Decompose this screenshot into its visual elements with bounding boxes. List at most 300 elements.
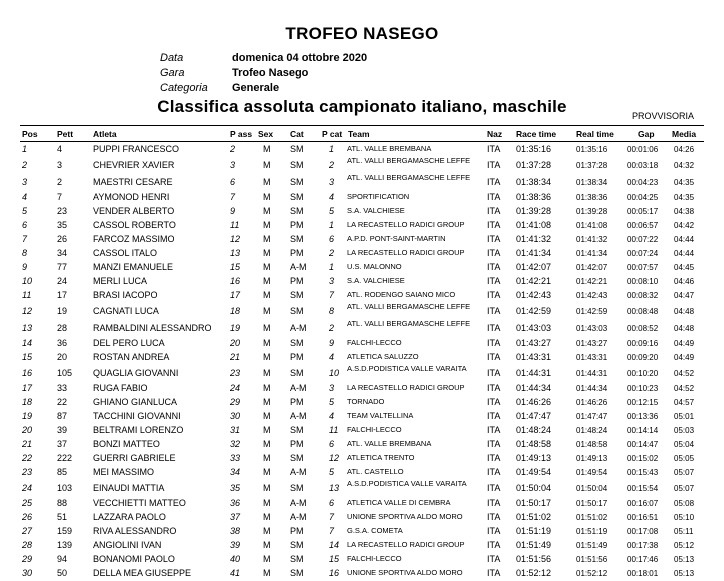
cell-real-time: 01:42:43 [576,291,608,300]
table-row [0,157,724,174]
table-row [0,191,724,205]
cell-athlete: LAZZARA PAOLO [93,512,166,522]
cell-gap: 00:15:43 [627,468,659,477]
cell-sex: M [263,338,271,348]
cell-pett: 39 [57,425,68,435]
cell-pos: 7 [22,234,28,244]
cell-race-time: 01:41:32 [516,234,552,244]
cell-real-time: 01:37:28 [576,161,608,170]
cell-pass: 33 [230,453,241,463]
cell-naz: ITA [487,234,501,244]
cell-cat: SM [290,234,304,244]
cell-race-time: 01:38:36 [516,192,552,202]
cell-pos: 20 [22,425,33,435]
header-team: Team [348,129,370,139]
cell-real-time: 01:48:58 [576,440,608,449]
cell-avg: 05:01 [674,412,695,421]
cell-sex: M [263,206,271,216]
header-avg: Media [672,129,697,139]
cell-sex: M [263,234,271,244]
table-row [0,382,724,396]
cell-cat: A-M [290,498,307,508]
cell-naz: ITA [487,306,501,316]
meta-label: Categoria [160,82,208,94]
cell-pos: 1 [22,144,28,154]
table-row [0,480,724,497]
cell-real-time: 01:39:28 [576,207,608,216]
cell-pcat: 3 [329,177,335,187]
cell-pass: 24 [230,383,241,393]
cell-real-time: 01:50:04 [576,484,608,493]
cell-pos: 17 [22,383,33,393]
cell-real-time: 01:43:03 [576,324,608,333]
cell-cat: A-M [290,262,307,272]
table-row [0,396,724,410]
cell-real-time: 01:44:34 [576,384,608,393]
cell-race-time: 01:47:47 [516,411,552,421]
cell-pos: 30 [22,568,33,578]
cell-pett: 105 [57,368,73,378]
cell-team: FALCHI-LECCO [347,338,402,347]
cell-sex: M [263,498,271,508]
table-row [0,261,724,275]
cell-pos: 6 [22,220,28,230]
cell-pett: 7 [57,192,63,202]
cell-pass: 37 [230,512,241,522]
cell-sex: M [263,144,271,154]
cell-sex: M [263,453,271,463]
cell-athlete: AYMONOD HENRI [93,192,170,202]
cell-naz: ITA [487,526,501,536]
cell-pass: 11 [230,220,240,230]
meta-label: Gara [160,67,185,79]
cell-avg: 04:46 [674,277,695,286]
cell-real-time: 01:49:13 [576,454,608,463]
cell-pass: 39 [230,540,241,550]
cell-avg: 04:52 [674,384,695,393]
cell-pcat: 5 [329,397,335,407]
header-cat: Cat [290,129,304,139]
cell-sex: M [263,248,271,258]
cell-race-time: 01:50:17 [516,498,552,508]
cell-team: SPORTIFICATION [347,192,410,201]
cell-team: ATLETICA VALLE DI CEMBRA [347,498,451,507]
cell-pos: 9 [22,262,28,272]
cell-pos: 11 [22,290,32,300]
cell-gap: 00:05:17 [627,207,659,216]
cell-cat: SM [290,290,304,300]
cell-race-time: 01:48:24 [516,425,552,435]
table-row [0,452,724,466]
cell-avg: 05:05 [674,454,695,463]
cell-team: ATLETICA TRENTO [347,453,415,462]
cell-avg: 04:35 [674,193,695,202]
table-row [0,247,724,261]
cell-sex: M [263,220,271,230]
cell-gap: 00:09:16 [627,339,659,348]
cell-pcat: 5 [329,206,335,216]
cell-gap: 00:01:06 [627,145,659,154]
cell-real-time: 01:47:47 [576,412,608,421]
cell-pass: 23 [230,368,241,378]
cell-pos: 16 [22,368,33,378]
table-row [0,365,724,382]
table-row [0,337,724,351]
cell-athlete: RAMBALDINI ALESSANDRO [93,323,212,333]
cell-pett: 94 [57,554,68,564]
cell-cat: A-M [290,411,307,421]
header-sex: Sex [258,129,274,139]
cell-race-time: 01:51:19 [516,526,552,536]
cell-athlete: BELTRAMI LORENZO [93,425,184,435]
meta-category [160,82,279,94]
cell-pcat: 1 [329,144,335,154]
cell-sex: M [263,290,271,300]
cell-athlete: EINAUDI MATTIA [93,483,165,493]
cell-pos: 3 [22,177,28,187]
cell-real-time: 01:52:12 [576,569,608,578]
cell-sex: M [263,411,271,421]
cell-pett: 26 [57,234,68,244]
cell-pcat: 16 [329,568,340,578]
cell-real-time: 01:51:02 [576,513,608,522]
cell-athlete: GUERRI GABRIELE [93,453,176,463]
cell-gap: 00:16:51 [627,513,659,522]
cell-team: ATL. VALLI BERGAMASCHE LEFFE [347,319,471,328]
cell-pos: 8 [22,248,28,258]
cell-pett: 103 [57,483,73,493]
table-header [0,129,724,141]
cell-avg: 04:32 [674,161,695,170]
cell-race-time: 01:43:27 [516,338,552,348]
cell-gap: 00:14:47 [627,440,659,449]
cell-pass: 3 [230,160,236,170]
cell-team: S.A. VALCHIESE [347,206,405,215]
header-pcat: P cat [322,129,343,139]
cell-sex: M [263,383,271,393]
cell-pett: 22 [57,397,68,407]
cell-pos: 21 [22,439,33,449]
cell-race-time: 01:48:58 [516,439,552,449]
cell-naz: ITA [487,192,501,202]
cell-naz: ITA [487,512,501,522]
status-label: PROVVISORIA [632,111,695,121]
table-row [0,497,724,511]
cell-pcat: 6 [329,234,335,244]
table-row [0,410,724,424]
cell-naz: ITA [487,540,501,550]
cell-naz: ITA [487,262,501,272]
cell-naz: ITA [487,276,501,286]
cell-team: ATL. VALLE BREMBANA [347,144,432,153]
ranking-title: Classifica assoluta campionato italiano, maschile [157,97,567,116]
cell-sex: M [263,323,271,333]
cell-pos: 24 [22,483,33,493]
cell-pcat: 2 [329,160,335,170]
cell-pcat: 11 [329,425,339,435]
cell-pcat: 3 [329,276,335,286]
cell-pett: 222 [57,453,73,463]
cell-pass: 31 [230,425,241,435]
cell-pett: 17 [57,290,68,300]
cell-gap: 00:07:57 [627,263,659,272]
cell-pett: 28 [57,323,68,333]
cell-avg: 04:57 [674,398,695,407]
cell-race-time: 01:43:31 [516,352,552,362]
cell-pos: 28 [22,540,33,550]
cell-pett: 35 [57,220,68,230]
cell-athlete: BONZI MATTEO [93,439,160,449]
header-top-rule [20,125,704,126]
cell-gap: 00:04:25 [627,193,659,202]
cell-pcat: 14 [329,540,340,550]
cell-pos: 4 [22,192,28,202]
cell-naz: ITA [487,206,501,216]
cell-avg: 04:45 [674,263,695,272]
cell-naz: ITA [487,160,501,170]
cell-real-time: 01:44:31 [576,369,608,378]
cell-cat: SM [290,568,304,578]
cell-pcat: 9 [329,338,335,348]
header-bottom-rule [20,141,704,142]
cell-avg: 05:13 [674,555,695,564]
cell-team: U.S. MALONNO [347,262,402,271]
cell-pcat: 2 [329,323,335,333]
cell-avg: 04:26 [674,145,695,154]
cell-athlete: MEI MASSIMO [93,467,155,477]
cell-real-time: 01:41:32 [576,235,608,244]
meta-race [160,67,308,79]
cell-cat: SM [290,554,304,564]
table-row [0,275,724,289]
cell-team: G.S.A. COMETA [347,526,403,535]
cell-race-time: 01:42:59 [516,306,552,316]
cell-athlete: FARCOZ MASSIMO [93,234,175,244]
cell-race-time: 01:44:31 [516,368,552,378]
cell-avg: 04:44 [674,235,695,244]
cell-cat: A-M [290,323,307,333]
cell-team: LA RECASTELLO RADICI GROUP [347,540,465,549]
cell-avg: 04:48 [674,307,695,316]
cell-pass: 2 [230,144,236,154]
cell-real-time: 01:51:19 [576,527,608,536]
cell-pcat: 7 [329,526,335,536]
cell-athlete: DEL PERO LUCA [93,338,165,348]
cell-cat: SM [290,453,304,463]
meta-value: Generale [232,82,280,94]
cell-pass: 18 [230,306,241,316]
cell-athlete: MANZI EMANUELE [93,262,174,272]
cell-pcat: 10 [329,368,340,378]
cell-pass: 34 [230,467,241,477]
cell-race-time: 01:51:56 [516,554,552,564]
cell-pass: 12 [230,234,241,244]
cell-pass: 35 [230,483,241,493]
cell-pett: 139 [57,540,73,550]
cell-cat: SM [290,144,304,154]
cell-pett: 2 [57,177,63,187]
cell-pcat: 3 [329,383,335,393]
cell-pcat: 7 [329,290,335,300]
cell-avg: 05:07 [674,484,695,493]
cell-pass: 29 [230,397,241,407]
cell-pett: 159 [57,526,73,536]
cell-real-time: 01:42:21 [576,277,608,286]
cell-team: A.S.D.PODISTICA VALLE VARAITA [347,364,467,373]
cell-team: ATL. VALLI BERGAMASCHE LEFFE [347,173,471,182]
event-title: TROFEO NASEGO [285,24,439,43]
cell-team: LA RECASTELLO RADICI GROUP [347,383,465,392]
cell-sex: M [263,554,271,564]
meta-date [160,52,367,64]
cell-race-time: 01:39:28 [516,206,552,216]
cell-athlete: ROSTAN ANDREA [93,352,170,362]
cell-naz: ITA [487,383,501,393]
cell-athlete: RUGA FABIO [93,383,148,393]
cell-athlete: VENDER ALBERTO [93,206,175,216]
header-real-time: Real time [576,129,614,139]
cell-pass: 32 [230,439,241,449]
cell-naz: ITA [487,368,501,378]
cell-race-time: 01:49:13 [516,453,552,463]
cell-pos: 26 [22,512,33,522]
cell-sex: M [263,467,271,477]
cell-cat: A-M [290,512,307,522]
cell-team: LA RECASTELLO RADICI GROUP [347,248,465,257]
cell-race-time: 01:49:54 [516,467,552,477]
cell-pass: 21 [230,352,241,362]
cell-sex: M [263,512,271,522]
cell-pos: 27 [22,526,33,536]
cell-race-time: 01:42:43 [516,290,552,300]
cell-gap: 00:17:46 [627,555,659,564]
cell-pos: 12 [22,306,33,316]
table-row [0,233,724,247]
table-row [0,567,724,581]
cell-cat: SM [290,368,304,378]
cell-team: FALCHI-LECCO [347,554,402,563]
cell-pos: 2 [22,160,28,170]
table-row [0,205,724,219]
cell-gap: 00:10:23 [627,384,659,393]
cell-cat: PM [290,352,304,362]
cell-pass: 17 [230,290,241,300]
cell-pett: 85 [57,467,68,477]
cell-pcat: 5 [329,467,335,477]
cell-naz: ITA [487,453,501,463]
cell-gap: 00:10:20 [627,369,659,378]
cell-avg: 05:03 [674,426,695,435]
cell-team: FALCHI-LECCO [347,425,402,434]
table-row [0,289,724,303]
cell-cat: PM [290,220,304,230]
cell-cat: SM [290,177,304,187]
cell-athlete: GHIANO GIANLUCA [93,397,178,407]
cell-gap: 00:03:18 [627,161,659,170]
cell-race-time: 01:44:34 [516,383,552,393]
cell-sex: M [263,439,271,449]
cell-pos: 13 [22,323,33,333]
cell-race-time: 01:41:34 [516,248,552,258]
cell-athlete: BONANOMI PAOLO [93,554,175,564]
cell-avg: 05:07 [674,468,695,477]
header-pos: Pos [22,129,38,139]
cell-sex: M [263,397,271,407]
cell-avg: 04:52 [674,369,695,378]
cell-pett: 37 [57,439,68,449]
cell-sex: M [263,540,271,550]
table-row [0,539,724,553]
cell-athlete: MERLI LUCA [93,276,148,286]
cell-pos: 5 [22,206,28,216]
cell-pcat: 4 [329,411,335,421]
cell-gap: 00:08:48 [627,307,659,316]
cell-pass: 40 [230,554,241,564]
cell-pett: 33 [57,383,68,393]
cell-pett: 20 [57,352,68,362]
cell-athlete: MAESTRI CESARE [93,177,173,187]
cell-pass: 19 [230,323,241,333]
cell-pett: 19 [57,306,68,316]
cell-avg: 05:12 [674,541,695,550]
cell-avg: 04:49 [674,339,695,348]
cell-pett: 87 [57,411,68,421]
cell-pass: 16 [230,276,241,286]
cell-athlete: DELLA MEA GIUSEPPE [93,568,192,578]
cell-sex: M [263,306,271,316]
cell-real-time: 01:38:34 [576,178,608,187]
cell-real-time: 01:50:17 [576,499,608,508]
cell-race-time: 01:51:49 [516,540,552,550]
table-row [0,174,724,191]
cell-avg: 04:47 [674,291,695,300]
cell-gap: 00:12:15 [627,398,659,407]
cell-cat: A-M [290,467,307,477]
cell-cat: SM [290,540,304,550]
cell-race-time: 01:42:21 [516,276,552,286]
header-pett: Pett [57,129,74,139]
cell-sex: M [263,262,271,272]
cell-race-time: 01:41:08 [516,220,552,230]
cell-real-time: 01:42:59 [576,307,608,316]
cell-gap: 00:15:02 [627,454,659,463]
cell-naz: ITA [487,338,501,348]
cell-pcat: 7 [329,512,335,522]
table-row [0,553,724,567]
cell-real-time: 01:43:27 [576,339,608,348]
cell-naz: ITA [487,411,501,421]
cell-pass: 36 [230,498,241,508]
cell-team: A.P.D. PONT-SAINT-MARTIN [347,234,446,243]
cell-sex: M [263,526,271,536]
cell-pett: 36 [57,338,68,348]
meta-label: Data [160,52,184,64]
cell-cat: PM [290,248,304,258]
cell-pcat: 6 [329,498,335,508]
cell-cat: A-M [290,383,307,393]
results-table [0,143,724,581]
cell-avg: 05:04 [674,440,695,449]
cell-race-time: 01:50:04 [516,483,552,493]
cell-real-time: 01:43:31 [576,353,608,362]
cell-cat: PM [290,526,304,536]
cell-race-time: 01:38:34 [516,177,552,187]
table-row [0,320,724,337]
header-athlete: Atleta [93,129,117,139]
cell-pos: 14 [22,338,33,348]
cell-cat: SM [290,425,304,435]
cell-race-time: 01:52:12 [516,568,552,578]
